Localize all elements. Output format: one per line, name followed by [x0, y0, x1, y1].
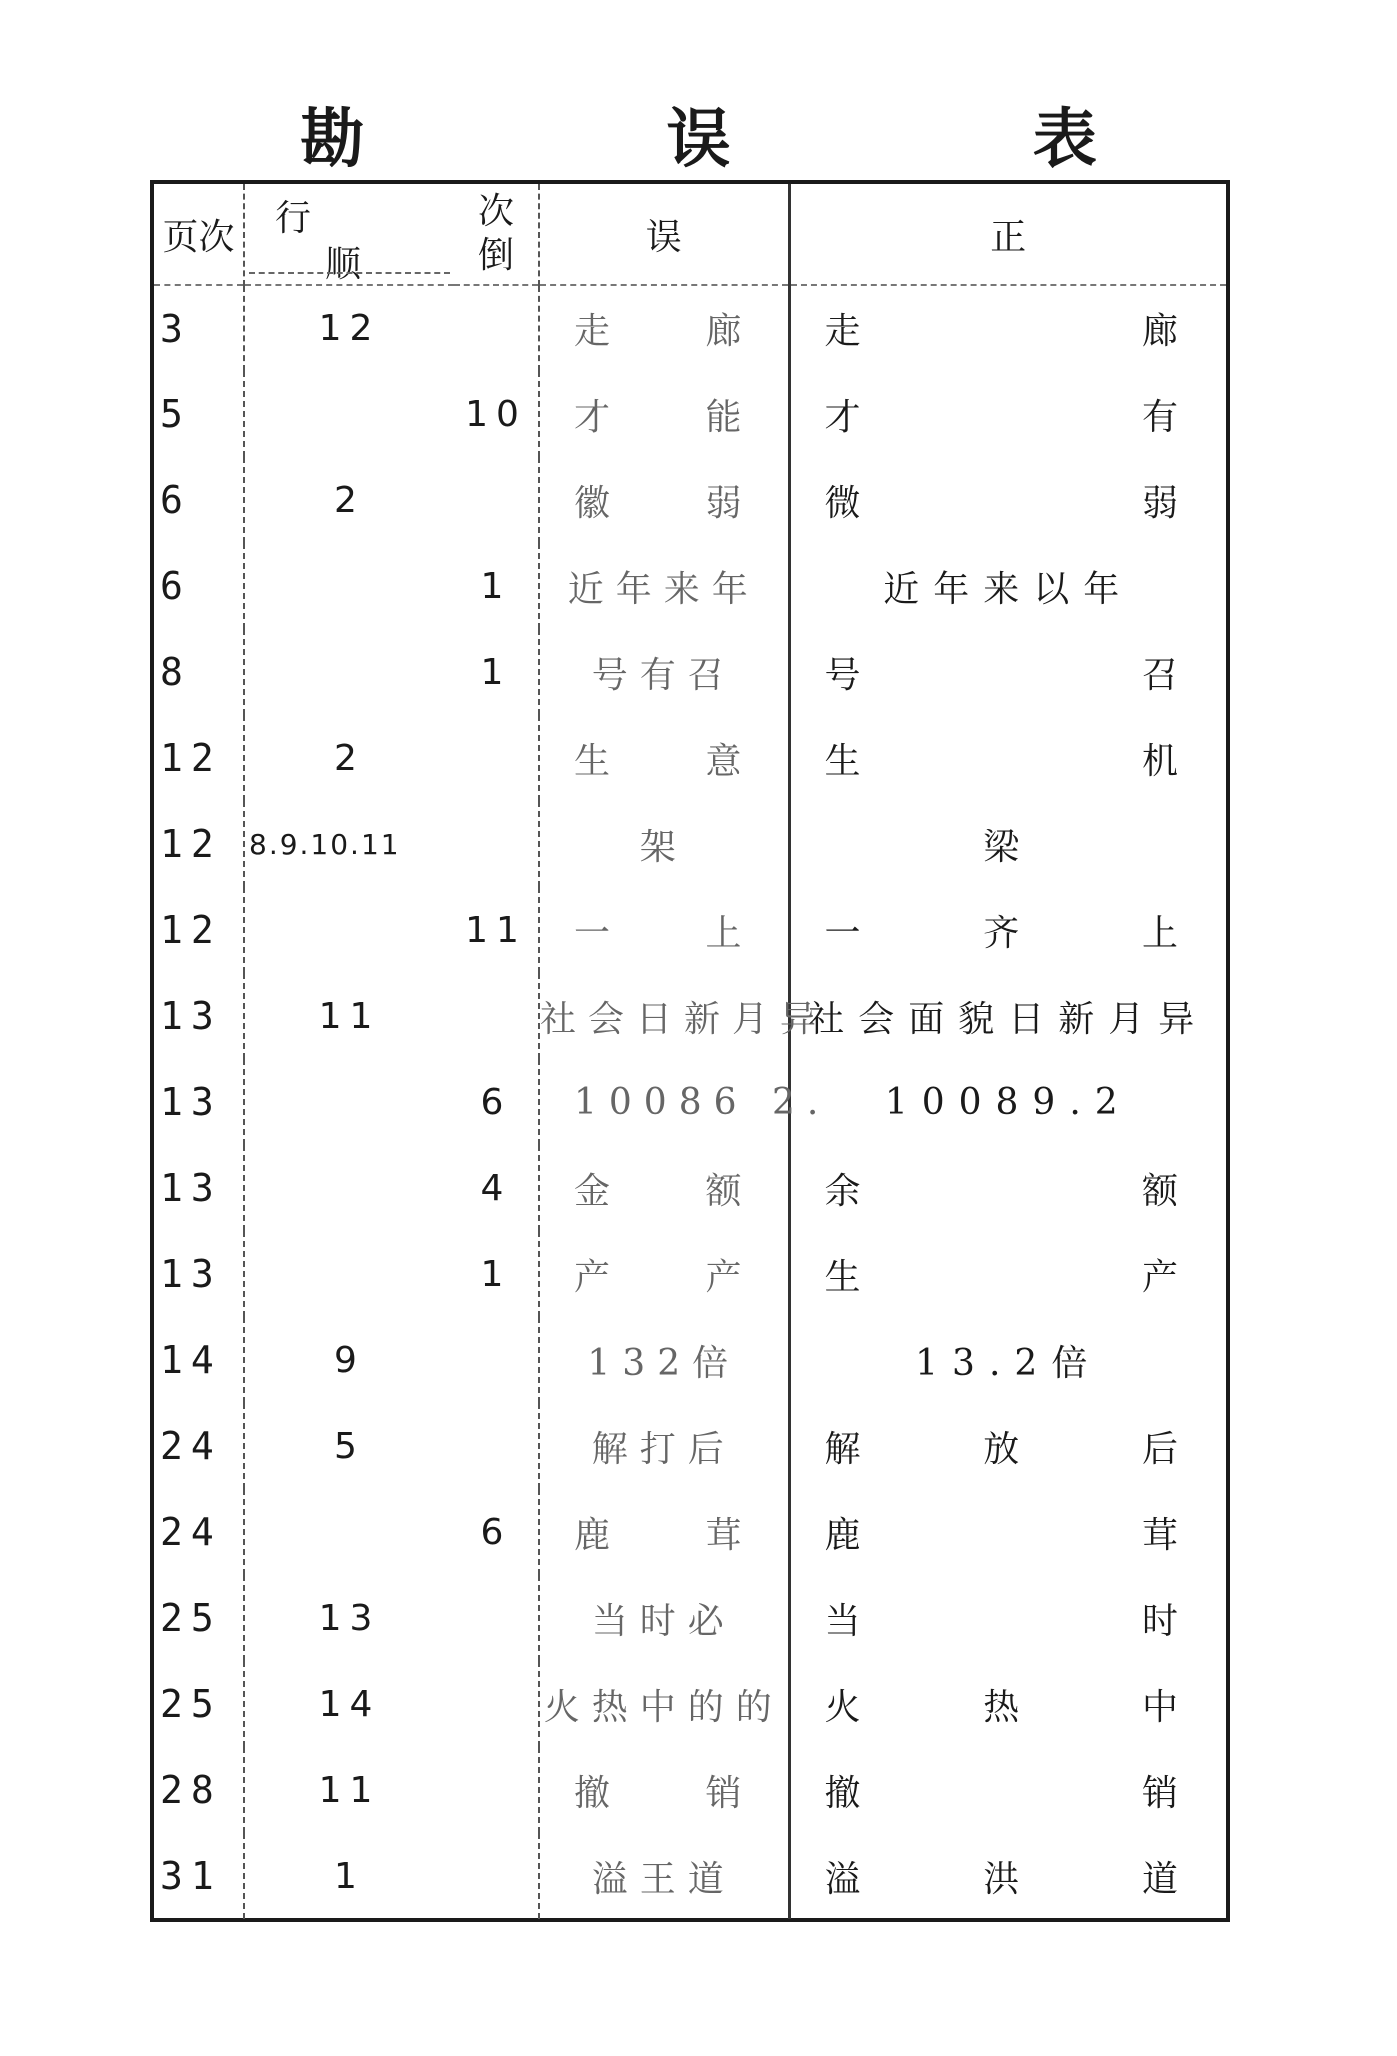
- forward-line-cell: 14: [318, 1683, 381, 1725]
- forward-line-cell: 8.9.10.11: [249, 827, 401, 861]
- table-row: [154, 371, 1226, 457]
- correct-text-cell: 号 召: [824, 654, 1192, 696]
- errata-table: [150, 180, 1230, 1922]
- backward-line-cell: 6: [454, 1059, 539, 1145]
- wrong-text-cell: 10086 2.: [539, 1059, 789, 1145]
- correct-text-cell: 微 弱: [824, 482, 1192, 524]
- header-forward: 顺: [325, 244, 362, 285]
- correct-text-cell: 13.2倍: [915, 1342, 1102, 1384]
- backward-line-cell: 1: [454, 543, 539, 629]
- page-cell: 24: [154, 1403, 244, 1489]
- page-cell: 13: [154, 1231, 244, 1317]
- correct-text-cell: 当 时: [824, 1600, 1192, 1642]
- forward-line-cell: [244, 543, 454, 629]
- forward-line-cell: [244, 1059, 454, 1145]
- wrong-text-cell: 架: [539, 801, 789, 887]
- forward-line-cell: 11: [318, 1769, 381, 1811]
- backward-line-cell: [454, 1747, 539, 1833]
- wrong-text-cell: 溢王道: [539, 1833, 789, 1919]
- table-row: [154, 1059, 1226, 1145]
- table-row: [154, 285, 1226, 371]
- wrong-text-cell: 徽 弱: [539, 457, 789, 543]
- wrong-text-cell: 生 意: [539, 715, 789, 801]
- page-cell: 31: [154, 1833, 244, 1919]
- forward-line-cell: 9: [334, 1339, 365, 1381]
- wrong-text-cell: 撤 销: [539, 1747, 789, 1833]
- backward-line-cell: [454, 801, 539, 887]
- errata-grid: [154, 184, 1226, 1919]
- forward-line-cell: [244, 887, 454, 973]
- table-row: [154, 1145, 1226, 1231]
- page-cell: 14: [154, 1317, 244, 1403]
- forward-line-cell: 1: [334, 1855, 365, 1897]
- page-cell: 13: [154, 1059, 244, 1145]
- table-row: [154, 715, 1226, 801]
- correct-text-cell: 近年来以年: [883, 568, 1134, 610]
- errata-body: [154, 285, 1226, 1919]
- header-line-forward: [244, 184, 454, 285]
- wrong-text-cell: 近年来年: [539, 543, 789, 629]
- wrong-text-cell: 132倍: [539, 1317, 789, 1403]
- forward-line-cell: [244, 1231, 454, 1317]
- page-cell: 5: [154, 371, 244, 457]
- forward-line-cell: 12: [318, 308, 381, 349]
- page-cell: 12: [154, 801, 244, 887]
- backward-line-cell: 4: [454, 1145, 539, 1231]
- table-row: [154, 1231, 1226, 1317]
- wrong-text-cell: 才 能: [539, 371, 789, 457]
- table-row: [154, 1833, 1226, 1919]
- page-cell: 25: [154, 1661, 244, 1747]
- page-cell: 25: [154, 1575, 244, 1661]
- backward-line-cell: [454, 1661, 539, 1747]
- header-line-ci: 次: [477, 191, 514, 232]
- page-cell: 12: [154, 715, 244, 801]
- page-cell: 13: [154, 1145, 244, 1231]
- wrong-text-cell: 金 额: [539, 1145, 789, 1231]
- page-cell: 28: [154, 1747, 244, 1833]
- table-row: [154, 1489, 1226, 1575]
- header-backward: 倒: [477, 235, 514, 276]
- header-page: 页次: [154, 184, 244, 285]
- table-row: [154, 543, 1226, 629]
- wrong-text-cell: 产 产: [539, 1231, 789, 1317]
- table-row: [154, 629, 1226, 715]
- header-divider: [249, 272, 450, 274]
- correct-text-cell: 才 有: [824, 396, 1192, 438]
- table-row: [154, 1403, 1226, 1489]
- correct-text-cell: 解 放 后: [824, 1428, 1192, 1470]
- table-row: [154, 1575, 1226, 1661]
- forward-line-cell: 2: [334, 737, 365, 779]
- backward-line-cell: [454, 1575, 539, 1661]
- backward-line-cell: 1: [454, 1231, 539, 1317]
- correct-text-cell: 梁: [983, 826, 1034, 868]
- page-cell: 12: [154, 887, 244, 973]
- wrong-text-cell: 火热中的的: [539, 1661, 789, 1747]
- header-line-backward: [454, 184, 539, 285]
- correct-text-cell: 鹿 茸: [824, 1514, 1192, 1556]
- table-row: [154, 801, 1226, 887]
- table-row: [154, 973, 1226, 1059]
- correct-text-cell: 走 廊: [824, 311, 1192, 352]
- page-cell: 13: [154, 973, 244, 1059]
- correct-text-cell: 生 机: [824, 740, 1192, 782]
- header-row: [154, 184, 1226, 285]
- wrong-text-cell: 社会日新月异: [539, 973, 789, 1059]
- table-row: [154, 1317, 1226, 1403]
- page-cell: 24: [154, 1489, 244, 1575]
- correct-text-cell: 社会面貌日新月异: [808, 998, 1209, 1040]
- page-title: 勘 误 表: [300, 102, 1237, 177]
- backward-line-cell: [454, 285, 539, 371]
- header-line-row: 行: [275, 198, 312, 239]
- backward-line-cell: [454, 715, 539, 801]
- correct-text-cell: 一 齐 上: [824, 912, 1192, 954]
- correct-text-cell: 溢 洪 道: [824, 1858, 1192, 1900]
- wrong-text-cell: 当时必: [539, 1575, 789, 1661]
- page-cell: 6: [154, 543, 244, 629]
- backward-line-cell: 6: [454, 1489, 539, 1575]
- forward-line-cell: 2: [334, 479, 365, 521]
- backward-line-cell: 10: [454, 371, 539, 457]
- backward-line-cell: [454, 1833, 539, 1919]
- wrong-text-cell: 一 上: [539, 887, 789, 973]
- backward-line-cell: [454, 1403, 539, 1489]
- backward-line-cell: [454, 973, 539, 1059]
- forward-line-cell: [244, 629, 454, 715]
- wrong-text-cell: 解打后: [539, 1403, 789, 1489]
- backward-line-cell: [454, 1317, 539, 1403]
- wrong-text-cell: 号有召: [539, 629, 789, 715]
- correct-text-cell: 余 额: [824, 1170, 1192, 1212]
- page-cell: 8: [154, 629, 244, 715]
- forward-line-cell: 13: [318, 1597, 381, 1639]
- header-right: 正: [990, 216, 1027, 258]
- page-cell: 6: [154, 457, 244, 543]
- correct-text-cell: 撤 销: [824, 1772, 1192, 1814]
- correct-text-cell: 生 产: [824, 1256, 1192, 1298]
- header-wrong: 误: [539, 184, 789, 285]
- correct-text-cell: 10089.2: [884, 1081, 1132, 1123]
- table-row: [154, 1747, 1226, 1833]
- forward-line-cell: [244, 1145, 454, 1231]
- table-row: [154, 457, 1226, 543]
- wrong-text-cell: 鹿 茸: [539, 1489, 789, 1575]
- forward-line-cell: 5: [334, 1425, 365, 1467]
- wrong-text-cell: 走 廊: [539, 285, 789, 371]
- forward-line-cell: [244, 1489, 454, 1575]
- page-cell: 3: [154, 285, 244, 371]
- backward-line-cell: 11: [454, 887, 539, 973]
- forward-line-cell: [244, 371, 454, 457]
- table-row: [154, 1661, 1226, 1747]
- correct-text-cell: 火 热 中: [824, 1686, 1192, 1728]
- backward-line-cell: [454, 457, 539, 543]
- forward-line-cell: 11: [318, 995, 381, 1037]
- backward-line-cell: 1: [454, 629, 539, 715]
- table-row: [154, 887, 1226, 973]
